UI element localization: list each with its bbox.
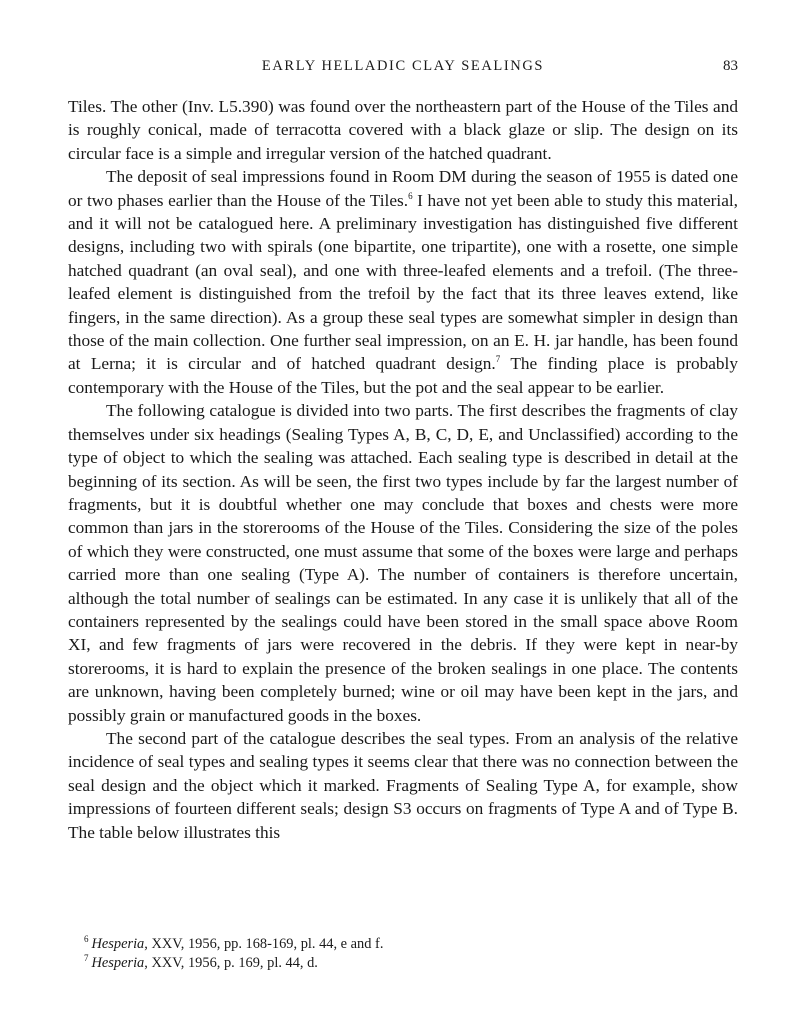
footnote-journal: Hesperia: [91, 955, 145, 971]
footnote-citation: , XXV, 1956, pp. 168-169, pl. 44, e and f.: [144, 936, 384, 952]
paragraph-text: The finding place is probably contemporary with the House of the Tiles, but the pot and the seal appear to be earlier.: [68, 354, 738, 397]
footnote: [84, 954, 724, 973]
paragraph-text: The following catalogue is divided into two parts. The first describes the fragments of clay themselves under six headings (Sealing Types A, B, C, D, E, and Unclassified) according to the type of object to which the sealing was attached. Each sealing type is described in detail at the beginning of its section. As will be seen, the first two types include by far the largest number of fragments, but it is doubtful whether one may conclude that boxes and chests were more common than jars in the storerooms of the House of the Tiles. Considering the size of the poles of which they were constructed, one must assume that some of the boxes were large and perhaps carried more than one sealing (Type A). The number of containers is therefore uncertain, although the total number of sealings can be estimated. In any case it is unlikely that all of the containers represented by the sealings could have been stored in the small space above Room XI, and few fragments of jars were recovered in the debris. If they were kept in near-by storerooms, it is hard to explain the presence of the broken sealings in one place. The contents are unknown, having been completely burned; wine or oil may have been kept in the jars, and possibly grain or manufactured goods in the boxes.: [68, 401, 738, 725]
paragraph-deposit: [68, 165, 738, 399]
paragraph-seal-types: [68, 727, 738, 844]
paragraph-text: Tiles. The other (Inv. L5.390) was found over the northeastern part of the House of the Tiles and is roughly conical, made of terracotta covered with a black glaze or slip. The design on its circular face is a simple and irregular version of the hatched quadrant.: [68, 97, 738, 163]
footnote-number: 7: [84, 953, 89, 964]
running-title: EARLY HELLADIC CLAY SEALINGS: [261, 58, 545, 74]
footnote-citation: , XXV, 1956, p. 169, pl. 44, d.: [144, 955, 318, 971]
running-head: [68, 58, 738, 78]
footnote-reference[interactable]: 6: [408, 190, 413, 201]
page-number: 83: [723, 58, 738, 74]
footnote-number: 6: [84, 934, 89, 945]
paragraph-text: I have not yet been able to study this material, and it will not be catalogued here. A preliminary investigation has distinguished five different designs, including two with spirals (one bipartite, one tripartite), one with a rosette, one simple hatched quadrant (an oval seal), and one with three-leafed elements and a trefoil. (The three-leafed element is distinguished from the trefoil by the fact that its three leaves extend, like fingers, in the same direction). As a group these seal types are somewhat simpler in design than those of the main collection. One further seal impression, on an E. H. jar handle, has been found at Lerna; it is circular and of hatched quadrant design.: [68, 190, 738, 374]
paragraph-text: The second part of the catalogue describes the seal types. From an analysis of the relative incidence of seal types and sealing types it seems clear that there was no connection between the seal design and the object which it marked. Fragments of Sealing Type A, for example, show impressions of fourteen different seals; design S3 occurs on fragments of Type A and of Type B. The table below illustrates this: [68, 728, 738, 842]
footnote-journal: Hesperia: [91, 936, 145, 952]
footnote-reference[interactable]: 7: [495, 354, 501, 365]
paragraph-catalogue: [68, 399, 738, 727]
paragraph-continued: [68, 95, 738, 165]
footnote: [84, 935, 724, 954]
paragraph-text: The deposit of seal impressions found in Room DM during the season of 1955 is dated one or two phases earlier than the House of the Tiles.: [68, 167, 738, 210]
footnotes: [84, 935, 724, 973]
body-text: [68, 95, 738, 844]
